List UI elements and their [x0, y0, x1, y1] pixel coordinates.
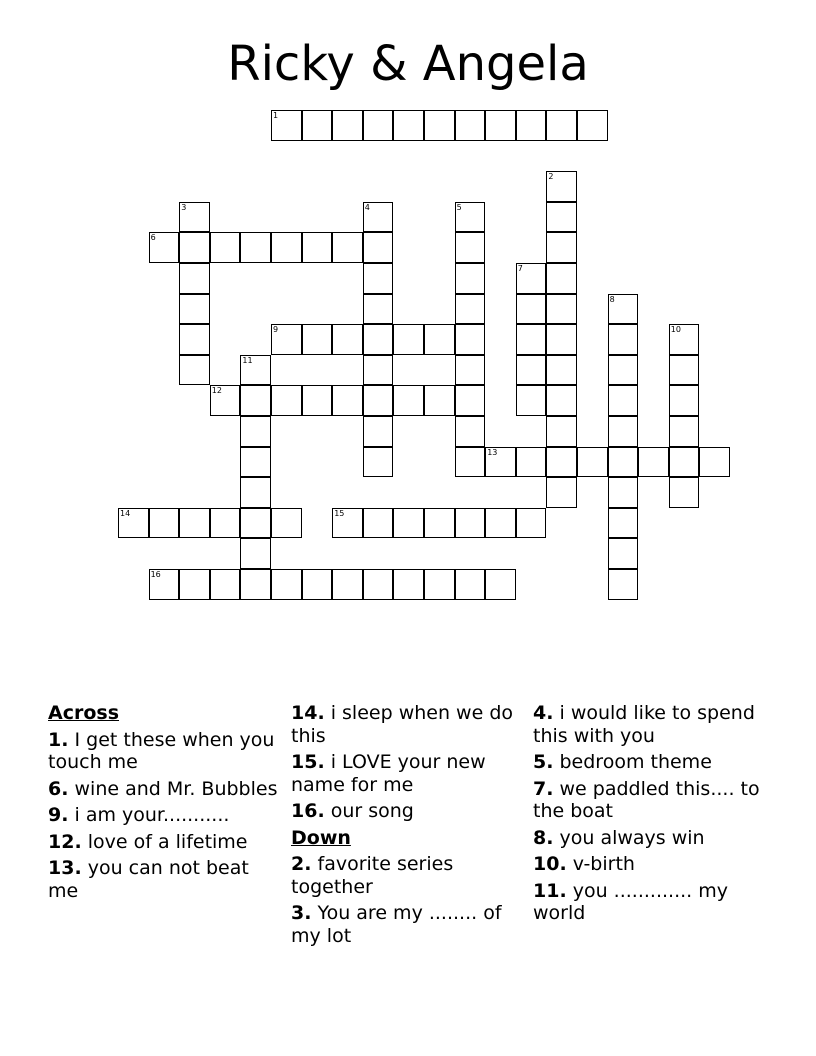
grid-cell[interactable]: [516, 447, 547, 478]
grid-cell[interactable]: [393, 324, 424, 355]
grid-cell[interactable]: [516, 263, 547, 294]
grid-cell[interactable]: [608, 569, 639, 600]
grid-cell[interactable]: [179, 355, 210, 386]
grid-cell[interactable]: [302, 569, 333, 600]
grid-cell[interactable]: [455, 263, 486, 294]
grid-cell[interactable]: [485, 508, 516, 539]
grid-cell[interactable]: [577, 447, 608, 478]
grid-cell[interactable]: [240, 355, 271, 386]
grid-cell[interactable]: [516, 294, 547, 325]
grid-cell[interactable]: [332, 324, 363, 355]
grid-cell[interactable]: [240, 447, 271, 478]
grid-cell[interactable]: [608, 538, 639, 569]
grid-cell[interactable]: [669, 385, 700, 416]
grid-cell[interactable]: [485, 110, 516, 141]
grid-cell[interactable]: [546, 202, 577, 233]
grid-cell[interactable]: [393, 508, 424, 539]
grid-cell[interactable]: [455, 385, 486, 416]
grid-cell[interactable]: [271, 110, 302, 141]
grid-cell[interactable]: [240, 385, 271, 416]
grid-cell[interactable]: [669, 355, 700, 386]
down-clue-10: 10. v-birth: [533, 853, 635, 875]
clue-number: 13: [487, 447, 498, 457]
grid-cell[interactable]: [546, 171, 577, 202]
grid-cell[interactable]: [669, 477, 700, 508]
across-clue-12: 12. love of a lifetime: [48, 830, 248, 853]
grid-cell[interactable]: [546, 355, 577, 386]
grid-cell[interactable]: [608, 477, 639, 508]
grid-cell[interactable]: [608, 447, 639, 478]
grid-cell[interactable]: [546, 263, 577, 294]
grid-cell[interactable]: [455, 416, 486, 447]
clue-number: 15: [334, 508, 345, 518]
grid-cell[interactable]: [424, 385, 455, 416]
clue-column-2: [291, 702, 523, 951]
grid-cell[interactable]: [546, 416, 577, 447]
grid-cell[interactable]: [332, 385, 363, 416]
down-clue-8: 8. you always win: [533, 826, 705, 849]
grid-cell[interactable]: [669, 416, 700, 447]
puzzle-title: Ricky & Angela: [227, 36, 589, 92]
grid-cell[interactable]: [455, 110, 486, 141]
grid-cell[interactable]: [455, 202, 486, 233]
across-heading: Across: [48, 702, 120, 724]
clue-number: 8: [609, 294, 615, 304]
grid-cell[interactable]: [210, 232, 241, 263]
clue-number: 4: [364, 202, 370, 212]
clue-number: 2: [548, 172, 554, 182]
grid-cell[interactable]: [608, 294, 639, 325]
grid-cell[interactable]: [363, 202, 394, 233]
grid-cell[interactable]: [363, 324, 394, 355]
grid-cell[interactable]: [608, 508, 639, 539]
down-clue-7: 7. we paddled this.... to the boat: [533, 777, 760, 822]
grid-cell[interactable]: [669, 447, 700, 478]
grid-cell[interactable]: [332, 508, 363, 539]
grid-cell[interactable]: [271, 385, 302, 416]
across-clue-1: 1. I get these when you touch me: [48, 728, 275, 773]
grid-cell[interactable]: [516, 324, 547, 355]
grid-cell[interactable]: [546, 324, 577, 355]
grid-cell[interactable]: [363, 447, 394, 478]
grid-cell[interactable]: [699, 447, 730, 478]
grid-cell[interactable]: [210, 569, 241, 600]
grid-cell[interactable]: [638, 447, 669, 478]
grid-cell[interactable]: [393, 110, 424, 141]
across-clue-6: 6. wine and Mr. Bubbles: [48, 777, 278, 800]
grid-cell[interactable]: [363, 508, 394, 539]
grid-cell[interactable]: [179, 508, 210, 539]
across-clue-14: 14. i sleep when we do this: [291, 702, 513, 747]
grid-cell[interactable]: [363, 416, 394, 447]
clue-number: 9: [273, 325, 279, 335]
grid-cell[interactable]: [455, 447, 486, 478]
grid-cell[interactable]: [240, 232, 271, 263]
grid-cell[interactable]: [516, 385, 547, 416]
grid-cell[interactable]: [363, 569, 394, 600]
across-clue-15: 15. i LOVE your new name for me: [291, 751, 486, 796]
grid-cell[interactable]: [302, 110, 333, 141]
grid-cell[interactable]: [546, 477, 577, 508]
grid-cell[interactable]: [424, 508, 455, 539]
grid-cell[interactable]: [608, 324, 639, 355]
grid-cell[interactable]: [240, 477, 271, 508]
grid-cell[interactable]: [363, 263, 394, 294]
grid-cell[interactable]: [179, 232, 210, 263]
clue-number: 11: [242, 355, 253, 365]
grid-cell[interactable]: [302, 232, 333, 263]
grid-cell[interactable]: [546, 294, 577, 325]
clue-number: 1: [273, 111, 279, 120]
grid-cell[interactable]: [240, 569, 271, 600]
grid-cell[interactable]: [271, 324, 302, 355]
grid-cell[interactable]: [485, 447, 516, 478]
grid-cell[interactable]: [332, 569, 363, 600]
down-heading: Down: [291, 826, 351, 849]
grid-cell[interactable]: [546, 232, 577, 263]
grid-cell[interactable]: [455, 232, 486, 263]
grid-cell[interactable]: [332, 110, 363, 141]
grid-cell[interactable]: [455, 569, 486, 600]
grid-cell[interactable]: [516, 355, 547, 386]
grid-cell[interactable]: [179, 324, 210, 355]
clue-number: 10: [670, 325, 681, 335]
grid-cell[interactable]: [302, 324, 333, 355]
clue-number: 16: [150, 570, 161, 579]
clue-number: 3: [181, 202, 187, 212]
grid-cell[interactable]: [485, 569, 516, 600]
grid-cell[interactable]: [546, 110, 577, 141]
grid-cell[interactable]: [149, 508, 180, 539]
clue-number: 14: [120, 508, 131, 518]
grid-cell[interactable]: [271, 569, 302, 600]
grid-cell[interactable]: [608, 355, 639, 386]
grid-cell[interactable]: [546, 447, 577, 478]
grid-cell[interactable]: [210, 385, 241, 416]
down-clue-3: 3. You are my ........ of my lot: [291, 902, 502, 947]
grid-cell[interactable]: [608, 385, 639, 416]
grid-cell[interactable]: [179, 263, 210, 294]
grid-cell[interactable]: [363, 385, 394, 416]
grid-cell[interactable]: [669, 324, 700, 355]
grid-cell[interactable]: [332, 232, 363, 263]
grid-cell[interactable]: [179, 294, 210, 325]
grid-cell[interactable]: [424, 324, 455, 355]
down-clue-11: 11. you ............. my world: [533, 879, 728, 924]
down-clue-5: 5. bedroom theme: [533, 751, 712, 773]
grid-cell[interactable]: [516, 110, 547, 141]
grid-cell[interactable]: [149, 569, 180, 600]
grid-cell[interactable]: [393, 385, 424, 416]
grid-cell[interactable]: [424, 569, 455, 600]
grid-cell[interactable]: [179, 569, 210, 600]
grid-cell[interactable]: [302, 385, 333, 416]
grid-cell[interactable]: [363, 294, 394, 325]
grid-cell[interactable]: [608, 416, 639, 447]
clue-column-3: [533, 702, 773, 929]
grid-cell[interactable]: [240, 508, 271, 539]
grid-cell[interactable]: [424, 110, 455, 141]
grid-cell[interactable]: [179, 202, 210, 233]
grid-cell[interactable]: [363, 232, 394, 263]
grid-cell[interactable]: [455, 324, 486, 355]
grid-cell[interactable]: [363, 355, 394, 386]
grid-cell[interactable]: [271, 508, 302, 539]
grid-cell[interactable]: [546, 385, 577, 416]
grid-cell[interactable]: [271, 232, 302, 263]
down-clue-2: 2. favorite series together: [291, 853, 454, 898]
grid-cell[interactable]: [393, 569, 424, 600]
grid-cell[interactable]: [455, 294, 486, 325]
down-clue-4: 4. i would like to spend this with you: [533, 702, 755, 747]
across-clue-16: 16. our song: [291, 800, 414, 822]
grid-cell[interactable]: [577, 110, 608, 141]
grid-cell[interactable]: [210, 508, 241, 539]
across-clue-9: 9. i am your...........: [48, 804, 230, 826]
grid-cell[interactable]: [118, 508, 149, 539]
across-clue-13: 13. you can not beat me: [48, 857, 249, 902]
clue-number: 12: [211, 386, 222, 396]
grid-cell[interactable]: [149, 232, 180, 263]
clue-number: 7: [517, 264, 523, 273]
grid-cell[interactable]: [240, 538, 271, 569]
grid-cell[interactable]: [455, 508, 486, 539]
grid-cell[interactable]: [240, 416, 271, 447]
clue-column-1: [48, 702, 280, 906]
grid-cell[interactable]: [516, 508, 547, 539]
grid-cell[interactable]: [363, 110, 394, 141]
clue-number: 5: [456, 202, 462, 212]
grid-cell[interactable]: [455, 355, 486, 386]
clue-number: 6: [150, 233, 156, 243]
